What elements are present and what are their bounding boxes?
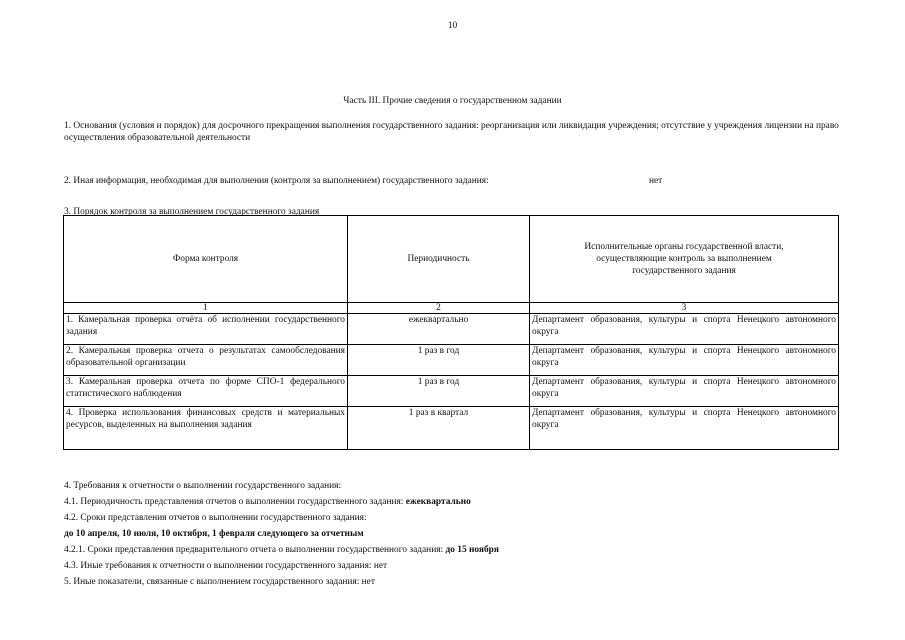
control-table: [63, 215, 839, 450]
reporting-frequency-label: 4.1. Периодичность представления отчетов о выполнении государственного задания:: [64, 497, 404, 507]
reporting-frequency-value: ежеквартально: [405, 497, 471, 507]
other-info-label: 2. Иная информация, необходимая для выполнения (контроля за выполнением) государственного задания:: [64, 176, 489, 186]
column-number: 3: [530, 303, 839, 314]
reporting-deadlines-value: до 10 апреля, 10 июля, 10 октября, 1 февраля следующего за отчетным: [64, 529, 364, 539]
authority-cell: Департамент образования, культуры и спорта Ненецкого автономного округа: [530, 376, 839, 407]
part-title: Часть III. Прочие сведения о государственном задании: [343, 96, 562, 106]
periodicity-cell: 1 раз в год: [348, 376, 530, 407]
header-control-form: Форма контроля: [64, 216, 348, 303]
reporting-frequency: [64, 496, 471, 508]
column-number-row: [64, 303, 839, 314]
preliminary-report-value: до 15 ноября: [445, 545, 499, 555]
page-number: 10: [447, 21, 458, 31]
column-number: 1: [64, 303, 348, 314]
reporting-deadlines-label: 4.2. Сроки представления отчетов о выполнении государственного задания:: [64, 513, 367, 523]
control-form-cell: 1. Камеральная проверка отчёта об исполнении государственного задания: [64, 314, 348, 345]
reporting-requirements-heading: 4. Требования к отчетности о выполнении государственного задания:: [64, 481, 342, 491]
control-form-cell: 2. Камеральная проверка отчета о результатах самообследования образовательной организации: [64, 345, 348, 376]
column-number: 2: [348, 303, 530, 314]
authority-cell: Департамент образования, культуры и спорта Ненецкого автономного округа: [530, 314, 839, 345]
control-form-cell: 4. Проверка использования финансовых средств и материальных ресурсов, выделенных на выполнения задания: [64, 407, 348, 450]
table-row: [64, 376, 839, 407]
other-info-value: нет: [649, 176, 663, 186]
other-indicators: 5. Иные показатели, связанные с выполнением государственного задания: нет: [64, 577, 375, 587]
table-header-row: [64, 216, 839, 303]
control-procedure-label: 3. Порядок контроля за выполнением государственного задания: [64, 207, 320, 217]
periodicity-cell: ежеквартально: [348, 314, 530, 345]
table-row: [64, 314, 839, 345]
preliminary-report-deadline: [64, 544, 499, 556]
other-reporting-requirements: 4.3. Иные требования к отчетности о выполнении государственного задания: нет: [64, 561, 388, 571]
periodicity-cell: 1 раз в год: [348, 345, 530, 376]
header-periodicity: Периодичность: [348, 216, 530, 303]
periodicity-cell: 1 раз в квартал: [348, 407, 530, 450]
authority-cell: Департамент образования, культуры и спорта Ненецкого автономного округа: [530, 345, 839, 376]
table-row: [64, 407, 839, 450]
header-authorities: Исполнительные органы государственной власти, осуществляющие контроль за выполнением государственного задания: [530, 216, 839, 303]
authority-cell: Департамент образования, культуры и спорта Ненецкого автономного округа: [530, 407, 839, 450]
control-form-cell: 3. Камеральная проверка отчета по форме СПО-1 федерального статистического наблюдения: [64, 376, 348, 407]
preliminary-report-label: 4.2.1. Сроки представления предварительного отчета о выполнении государственного задания:: [64, 545, 444, 555]
termination-grounds: 1. Основания (условия и порядок) для досрочного прекращения выполнения государственного задания: реорганизация или ликвидация учреждения; отсутствие у учреждения лицензии на право осуществления образовательной деятельности: [64, 121, 839, 144]
table-row: [64, 345, 839, 376]
